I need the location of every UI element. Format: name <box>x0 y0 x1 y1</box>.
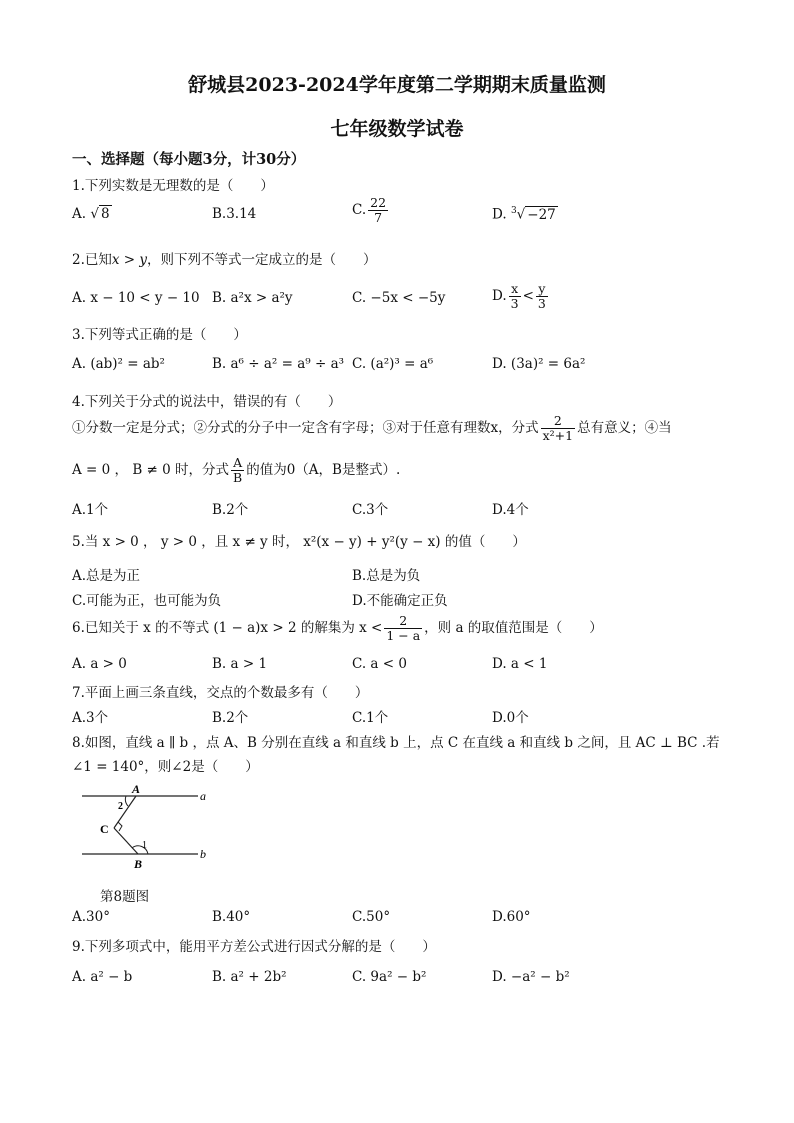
question-4-line-2: A = 0 ， B ≠ 0 时，分式 $\frac{A}{B}$ 的值为0（A，B是整式）. <box>72 455 401 485</box>
q2-option-c: C. −5x < −5y <box>352 290 446 306</box>
q7-option-d: D.0个 <box>492 710 529 726</box>
label-a: a <box>200 789 206 803</box>
q8-option-c: C.50° <box>352 909 391 925</box>
q7-option-b: B.2个 <box>212 710 249 726</box>
q4-option-a: A.1个 <box>72 502 109 518</box>
q6-option-d: D. a < 1 <box>492 656 548 672</box>
question-7-stem: 7.平面上画三条直线，交点的个数最多有（ ） <box>72 685 369 701</box>
label-point-b: B <box>134 857 143 871</box>
q2-option-d: D. $\frac{x}{3}$ < $\frac{y}{3}$ <box>492 281 546 311</box>
q8-option-a: A.30° <box>72 909 110 925</box>
question-5-stem: 5.当 x > 0 ， y > 0 ，且 x ≠ y 时， x²(x − y) + y²(y − x) 的值（ ） <box>72 534 526 550</box>
q8-option-d: D.60° <box>492 909 531 925</box>
geometry-figure <box>76 782 216 874</box>
q2-option-a: A. x − 10 < y − 10 <box>72 290 200 306</box>
q5-option-b: B.总是为负 <box>352 568 421 584</box>
q4-option-b: B.2个 <box>212 502 249 518</box>
right-angle-mark <box>118 822 122 831</box>
label-point-a: A <box>132 782 141 796</box>
q4-option-d: D.4个 <box>492 502 529 518</box>
q6-option-c: C. a < 0 <box>352 656 407 672</box>
question-2-stem: 2.已知x > y，则下列不等式一定成立的是（ ） <box>72 252 377 268</box>
q1-option-a: A. √ 8 <box>72 206 110 222</box>
figure-caption: 第8题图 <box>100 889 150 905</box>
q1-option-d: D. $^3$√ −27 <box>492 206 556 223</box>
question-8-line-2: ∠1 = 140°，则∠2是（ ） <box>72 759 259 775</box>
exam-subtitle: 七年级数学试卷 <box>330 118 464 140</box>
q3-option-a: A. (ab)² = ab² <box>72 356 165 372</box>
q1-option-b: B.3.14 <box>212 206 257 222</box>
angle-2-arc <box>125 796 128 806</box>
q9-option-a: A. a² − b <box>72 969 133 985</box>
question-9-stem: 9.下列多项式中，能用平方差公式进行因式分解的是（ ） <box>72 939 436 955</box>
question-4-line-1: ①分数一定是分式；②分式的分子中一定含有字母；③对于任意有理数x，分式 $\frac{2}{\text{x²+1}}$ 总有意义；④当 <box>72 413 672 443</box>
q5-option-a: A.总是为正 <box>72 568 141 584</box>
q5-option-c: C.可能为正，也可能为负 <box>72 593 222 609</box>
question-6-stem: 6.已知关于 x 的不等式 (1 − a)x > 2 的解集为 x < $\frac{2}{1 - a}$ ，则 a 的取值范围是（ ） <box>72 613 603 643</box>
question-8-line-1: 8.如图，直线 a ∥ b ，点 A、B 分别在直线 a 和直线 b 上，点 C 在直线 a 和直线 b 之间，且 AC ⊥ BC .若 <box>72 735 720 751</box>
q7-option-a: A.3个 <box>72 710 109 726</box>
question-3-stem: 3.下列等式正确的是（ ） <box>72 327 247 343</box>
q9-option-d: D. −a² − b² <box>492 969 570 985</box>
exam-title: 舒城县2023-2024学年度第二学期期末质量监测 <box>188 74 606 96</box>
q6-option-b: B. a > 1 <box>212 656 268 672</box>
q3-option-b: B. a⁶ ÷ a² = a⁹ ÷ a³ <box>212 356 345 372</box>
q7-option-c: C.1个 <box>352 710 389 726</box>
label-angle-1: 1 <box>142 840 147 851</box>
label-b: b <box>200 847 206 861</box>
q9-option-c: C. 9a² − b² <box>352 969 427 985</box>
q5-option-d: D.不能确定正负 <box>352 593 448 609</box>
q9-option-b: B. a² + 2b² <box>212 969 287 985</box>
label-point-c: C <box>100 822 109 836</box>
question-1-stem: 1.下列实数是无理数的是（ ） <box>72 178 274 194</box>
q1-option-c: C. $\frac{22}{7}$ <box>352 195 387 225</box>
q6-option-a: A. a > 0 <box>72 656 127 672</box>
section-heading: 一、选择题（每小题3分，计30分） <box>72 151 306 168</box>
q3-option-d: D. (3a)² = 6a² <box>492 356 586 372</box>
q2-option-b: B. a²x > a²y <box>212 290 293 306</box>
q3-option-c: C. (a²)³ = a⁶ <box>352 356 434 372</box>
question-4-stem: 4.下列关于分式的说法中，错误的有（ ） <box>72 394 342 410</box>
q8-option-b: B.40° <box>212 909 251 925</box>
q4-option-c: C.3个 <box>352 502 389 518</box>
label-angle-2: 2 <box>118 801 123 812</box>
segment-cb <box>114 828 138 854</box>
